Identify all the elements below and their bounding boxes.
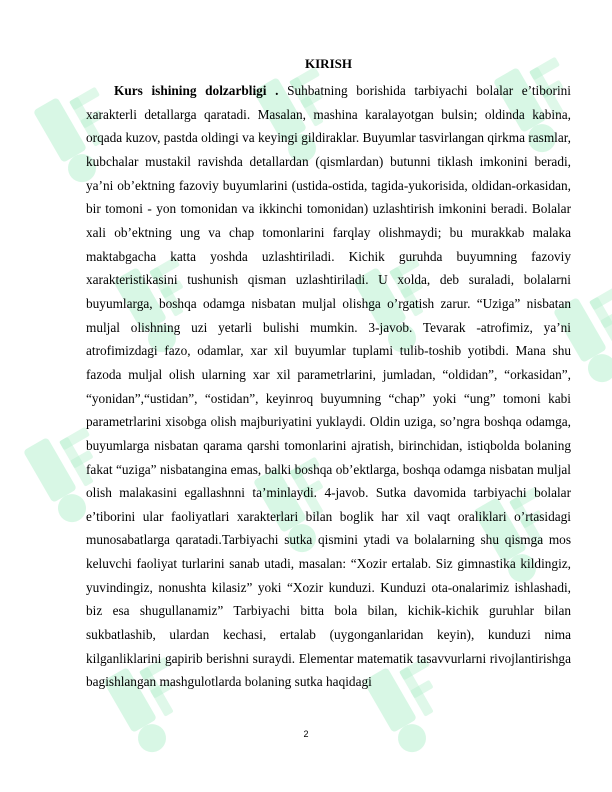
page-number: 2 <box>303 729 309 739</box>
paragraph-text: Suhbatning borishida tarbiyachi bolalar e’tiborini xarakterli detallarga qaratadi. Masalan, mashina karalayotgan bulsin; oldinda kabina, orqada kuzov, pastda oldingi va keyingi gildiraklar. Buyumlar tasvirlangan qirkma rasmlar, kubchalar mustakil ravishda detallardan (qismlardan) butunni tiklash imkonini beradi, ya’ni ob’ektning fazoviy buyumlarini (ustida-ostida, tagida-yukorisida, oldidan-orkasidan, bir tomoni - yon tomonidan va ikkinchi tomonidan) uzlashtirish imkonini beradi. Bolalar xali ob’ektning ung va chap tomonlarini farqlay olishmaydi; bu murakkab malaka maktabgacha katta yoshda uzlashtiriladi. Kichik guruhda buyumning fazoviy xarakteristikasini tushunish qisman uzlashtiriladi. U xolda, deb suraladi, bolalarni buyumlarga, boshqa odamga nisbatan muljal olishga o’rgatish zarur. “Uziga” nisbatan muljal olishning uzi yetarli bulishi mumkin. 3-javob. Tevarak -atrofimiz, ya’ni atrofimizdagi fazo, odamlar, xar xil buyumlar tuplami tulib-toshib yotibdi. Mana shu fazoda muljal olish ularning xar xil parametrlarini, jumladan, “oldidan”, “orkasidan”, “yonidan”,“ustidan”, “ostidan”, keyinroq buyumning “chap” yoki “ung” tomoni kabi parametrlarini xisobga olish majburiyatini yuklaydi. Oldin uziga, so’ngra boshqa odamga, buyumlarga nisbatan qarama qarshi tomonlarini ajratish, birinchidan, istiqbolda bolaning fakat “uziga” nisbatangina emas, balki boshqa ob’ektlarga, boshqa odamga nisbatan muljal olish malakasini egallashnni ta’minlaydi. 4-javob. Sutka davomida tarbiyachi bolalar e’tiborini ular faoliyatlari xarakterlari bilan boglik har xil vaqt oraliklari o’rtasidagi munosabatlarga qaratadi.Tarbiyachi sutka qismini ytadi va bolalarning shu qismga mos keluvchi faoliyat turlarini sanab utadi, masalan: “Xozir ertalab. Siz gimnastika kildingiz, yuvindingiz, nonushta kilasiz” yoki “Xozir kunduzi. Kunduzi ota-onalarimiz ishlashadi, biz esa shugullanamiz” Tarbiyachi bitta bola bilan, kichik-kichik guruhlar bilan sukbatlashib, ulardan kechasi, ertalab (uygonganlaridan keyin), kunduzi nima kilganliklarini gapirib berishni suraydi. Elementar matematik tasavvurlarni rivojlantirishga bagishlangan mashgulotlarda bolaning sutka haqidagi <box>86 83 571 690</box>
body-paragraph <box>86 79 571 694</box>
document-body <box>86 56 571 694</box>
lead-phrase: Kurs ishining dolzarbligi . <box>114 83 279 98</box>
section-heading: KIRISH <box>305 56 352 71</box>
